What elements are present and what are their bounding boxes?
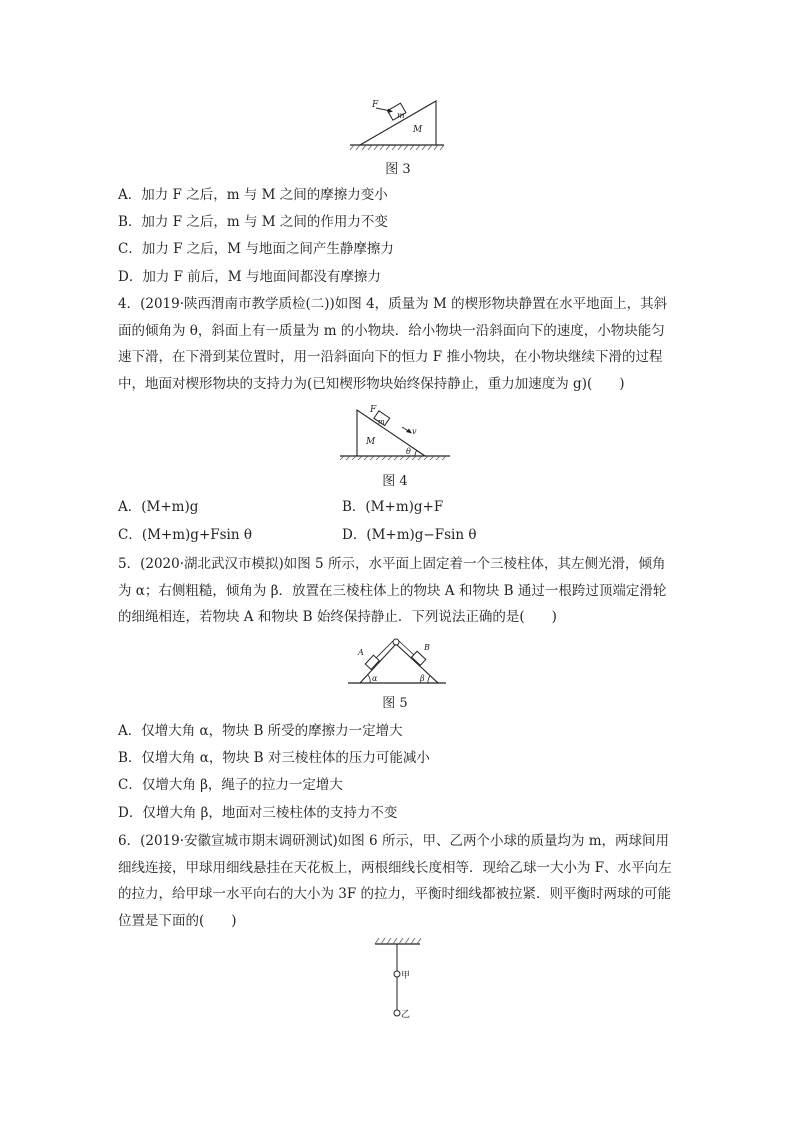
q4-option-c: C．(M+m)g+Fsin θ — [118, 527, 252, 543]
fig3-label-F: F — [372, 100, 379, 110]
figure-6-diagram — [370, 938, 430, 1028]
q6-stem: 6．(2019·安徽宣城市期末调研测试)如图 6 所示，甲、乙两个小球的质量均为 m，两球间用细线连接，甲球用细线悬挂在天花板上，两根细线长度相等．现给乙球一大小为 F、水平向左的拉力，给甲球一水平向右的大小为 3F 的拉力，平衡时细线都被拉紧．则平衡时两球的可能位置是下面的( ) — [118, 833, 672, 929]
fig5-label-alpha: α — [372, 674, 378, 683]
fig4-label-theta: θ — [406, 447, 411, 456]
q5-stem: 5．(2020·湖北武汉市模拟)如图 5 所示，水平面上固定着一个三棱柱体，其左侧光滑，倾角为 α；右侧粗糙，倾角为 β．放置在三棱柱体上的物块 A 和物块 B 通过一根跨过顶端定滑轮的细绳相连，若物块 A 和物块 B 始终保持静止．下列说法正确的是( ) — [118, 556, 667, 625]
figure-5-caption: 图 5 — [382, 696, 408, 711]
fig5-label-A: A — [358, 648, 364, 657]
figure-4-caption: 图 4 — [382, 474, 408, 489]
figure-3-caption: 图 3 — [385, 162, 411, 177]
figure-4-diagram — [340, 404, 452, 460]
fig4-label-v: v — [412, 427, 417, 436]
fig4-label-m: m — [378, 418, 385, 426]
fig6-label-jia: 甲 — [401, 971, 411, 981]
figure-3-diagram — [348, 98, 448, 153]
q5-option-a: A．仅增大角 α，物块 B 所受的摩擦力一定增大 — [118, 723, 403, 739]
fig3-label-m: m — [397, 111, 405, 120]
fig6-label-yi: 乙 — [401, 1010, 411, 1020]
q4-option-a: A．(M+m)g — [118, 499, 199, 515]
q3-option-c: C．加力 F 之后，M 与地面之间产生静摩擦力 — [118, 241, 394, 257]
fig4-label-F: F — [370, 405, 377, 415]
figure-5-diagram — [348, 636, 448, 686]
fig3-label-M: M — [413, 125, 423, 135]
q5-option-b: B．仅增大角 α，物块 B 对三棱柱体的压力可能减小 — [118, 750, 430, 766]
q4-stem: 4．(2019·陕西渭南市教学质检(二))如图 4，质量为 M 的楔形物块静置在水平地面上，其斜面的倾角为 θ，斜面上有一质量为 m 的小物块．给小物块一沿斜面向下的速度，小物块能匀速下滑，在下滑到某位置时，用一沿斜面向下的恒力 F 推小物块，在小物块继续下滑的过程中，地面对楔形物块的支持力为(已知楔形物块始终保持静止，重力加速度为 g)( ) — [118, 296, 668, 392]
fig4-label-M: M — [366, 437, 376, 447]
q3-option-b: B．加力 F 之后，m 与 M 之间的作用力不变 — [118, 214, 388, 230]
fig5-label-beta: β — [420, 674, 425, 683]
q4-option-d: D．(M+m)g−Fsin θ — [342, 527, 477, 543]
q3-option-d: D．加力 F 前后，M 与地面间都没有摩擦力 — [118, 269, 381, 285]
q5-option-c: C．仅增大角 β，绳子的拉力一定增大 — [118, 777, 343, 793]
q4-option-b: B．(M+m)g+F — [342, 499, 444, 515]
fig5-label-B: B — [424, 643, 430, 652]
q3-option-a: A．加力 F 之后，m 与 M 之间的摩擦力变小 — [118, 187, 388, 203]
q5-option-d: D．仅增大角 β，地面对三棱柱体的支持力不变 — [118, 805, 398, 821]
